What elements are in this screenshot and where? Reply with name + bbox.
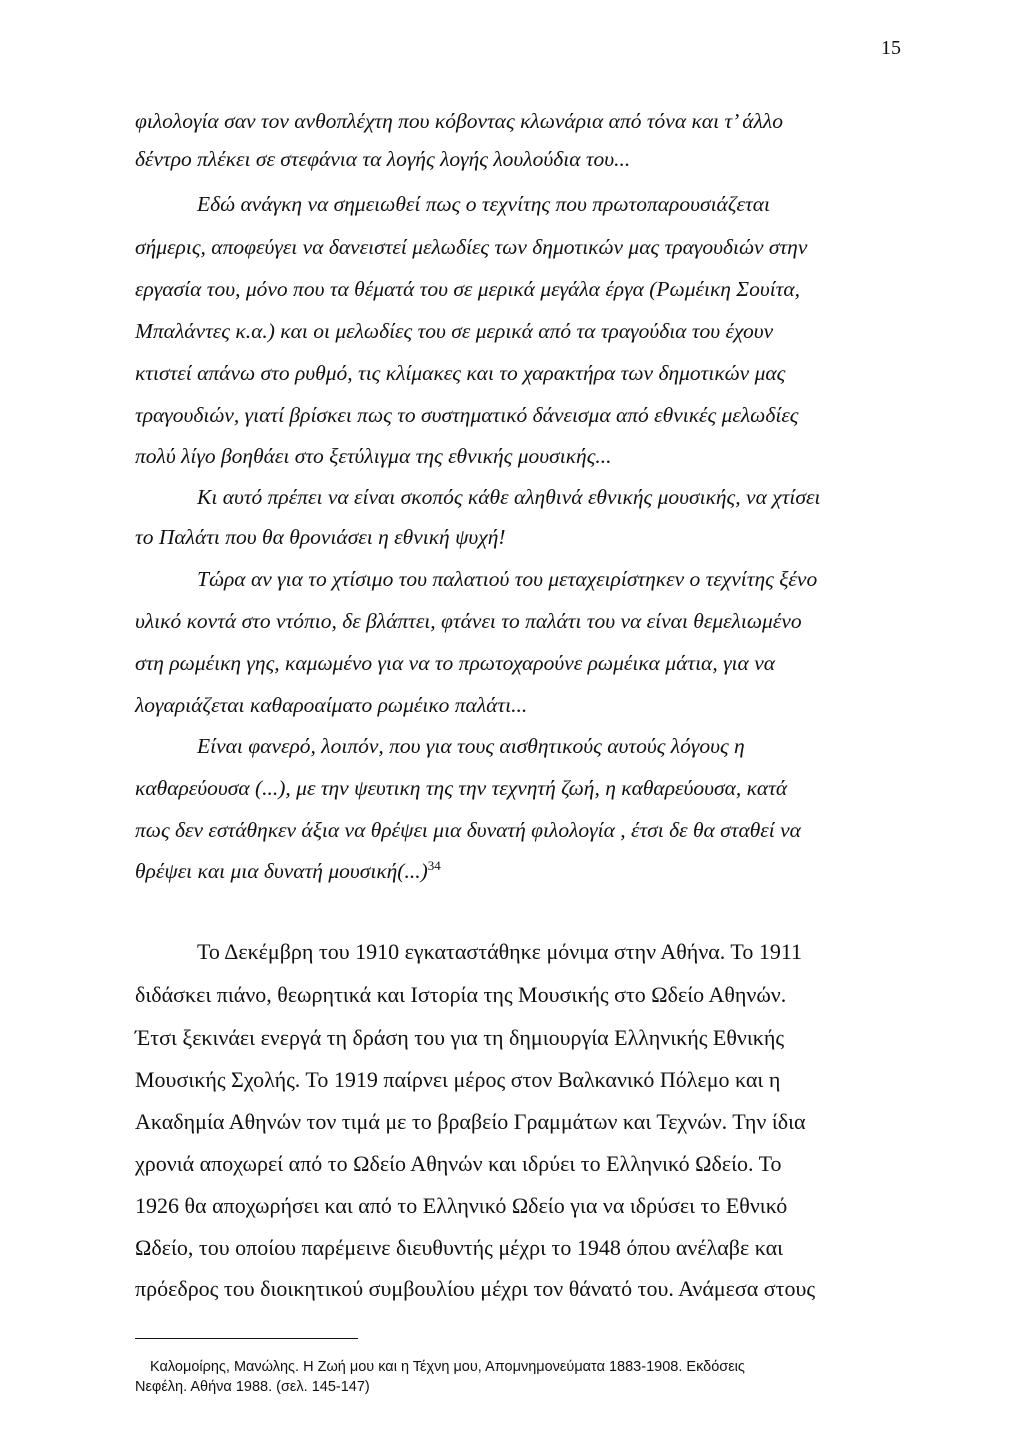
footnote-line: Καλομοίρης, Μανώλης. Η Ζωή μου και η Τέχνη μου, Απομνημονεύματα 1883-1908. Εκδόσεις: [150, 1359, 745, 1375]
body-line: χρονιά αποχωρεί από το Ωδείο Αθηνών και ιδρύει το Ελληνικό Ωδείο. Το: [135, 1151, 782, 1176]
quote-line: Εδώ ανάγκη να σημειωθεί πως ο τεχνίτης που πρωτοπαρουσιάζεται: [197, 192, 770, 216]
quote-line: το Παλάτι που θα θρονιάσει η εθνική ψυχή!: [135, 525, 506, 549]
quote-line: δέντρο πλέκει σε στεφάνια τα λογής λογής λουλούδια του...: [135, 147, 631, 171]
quote-line: φιλολογία σαν τον ανθοπλέχτη που κόβοντας κλωνάρια από τόνα και τ’ άλλο: [135, 109, 783, 133]
body-line: Έτσι ξεκινάει ενεργά τη δράση του για τη δημιουργία Ελληνικής Εθνικής: [135, 1025, 785, 1050]
footnote-divider: [135, 1338, 358, 1339]
body-line: Ακαδημία Αθηνών τον τιμά με το βραβείο Γραμμάτων και Τεχνών. Την ίδια: [135, 1109, 806, 1134]
quote-line: Μπαλάντες κ.α.) και οι μελωδίες του σε μερικά από τα τραγούδια του έχουν: [135, 319, 774, 343]
quote-line: Κι αυτό πρέπει να είναι σκοπός κάθε αληθινά εθνικής μουσικής, να χτίσει: [197, 485, 821, 509]
quote-line: πολύ λίγο βοηθάει στο ξετύλιγμα της εθνικής μουσικής...: [135, 444, 612, 468]
quote-line: υλικό κοντά στο ντόπιο, δε βλάπτει, φτάνει το παλάτι του να είναι θεμελιωμένο: [135, 609, 802, 633]
body-line: 1926 θα αποχωρήσει και από το Ελληνικό Ωδείο για να ιδρύσει το Εθνικό: [135, 1193, 788, 1218]
body-line: πρόεδρος του διοικητικού συμβουλίου μέχρι τον θάνατό του. Ανάμεσα στους: [135, 1276, 816, 1301]
body-line: Το Δεκέμβρη του 1910 εγκαταστάθηκε μόνιμα στην Αθήνα. Το 1911: [197, 939, 802, 964]
quote-last-line: [135, 856, 441, 886]
footnote-reference: 34: [427, 857, 441, 873]
footnote-line: Νεφέλη. Αθήνα 1988. (σελ. 145-147): [135, 1379, 370, 1395]
quote-line: κτιστεί απάνω στο ρυθμό, τις κλίμακες και το χαρακτήρα των δημοτικών μας: [135, 361, 786, 385]
quote-line: σήμερις, αποφεύγει να δανειστεί μελωδίες των δημοτικών μας τραγουδιών στην: [135, 235, 808, 259]
page-number: 15: [881, 37, 901, 59]
quote-line: καθαρεύουσα (...), με την ψευτικη της την τεχνητή ζωή, η καθαρεύουσα, κατά: [135, 776, 788, 800]
body-line: Ωδείο, του οποίου παρέμεινε διευθυντής μέχρι το 1948 όπου ανέλαβε και: [135, 1235, 784, 1260]
quote-line: εργασία του, μόνο που τα θέματά του σε μερικά μεγάλα έργα (Ρωμέικη Σουίτα,: [135, 277, 801, 301]
quote-line: Είναι φανερό, λοιπόν, που για τους αισθητικούς αυτούς λόγους η: [197, 734, 745, 758]
quote-line: Τώρα αν για το χτίσιμο του παλατιού του μεταχειρίστηκεν ο τεχνίτης ξένο: [197, 567, 818, 591]
quote-line: τραγουδιών, γιατί βρίσκει πως το συστηματικό δάνεισμα από εθνικές μελωδίες: [135, 403, 799, 427]
quote-line: πως δεν εστάθηκεν άξια να θρέψει μια δυνατή φιλολογία , έτσι δε θα σταθεί να: [135, 818, 801, 842]
body-line: Μουσικής Σχολής. Το 1919 παίρνει μέρος στον Βαλκανικό Πόλεμο και η: [135, 1067, 781, 1092]
quote-line-text: θρέψει και μια δυνατή μουσική(...): [135, 859, 428, 883]
body-line: διδάσκει πιάνο, θεωρητικά και Ιστορία της Μουσικής στο Ωδείο Αθηνών.: [135, 982, 787, 1007]
quote-line: στη ρωμέικη γης, καμωμένο για να το πρωτοχαρούνε ρωμέικα μάτια, για να: [135, 651, 776, 675]
quote-line: λογαριάζεται καθαροαίματο ρωμέικο παλάτι...: [135, 693, 528, 717]
